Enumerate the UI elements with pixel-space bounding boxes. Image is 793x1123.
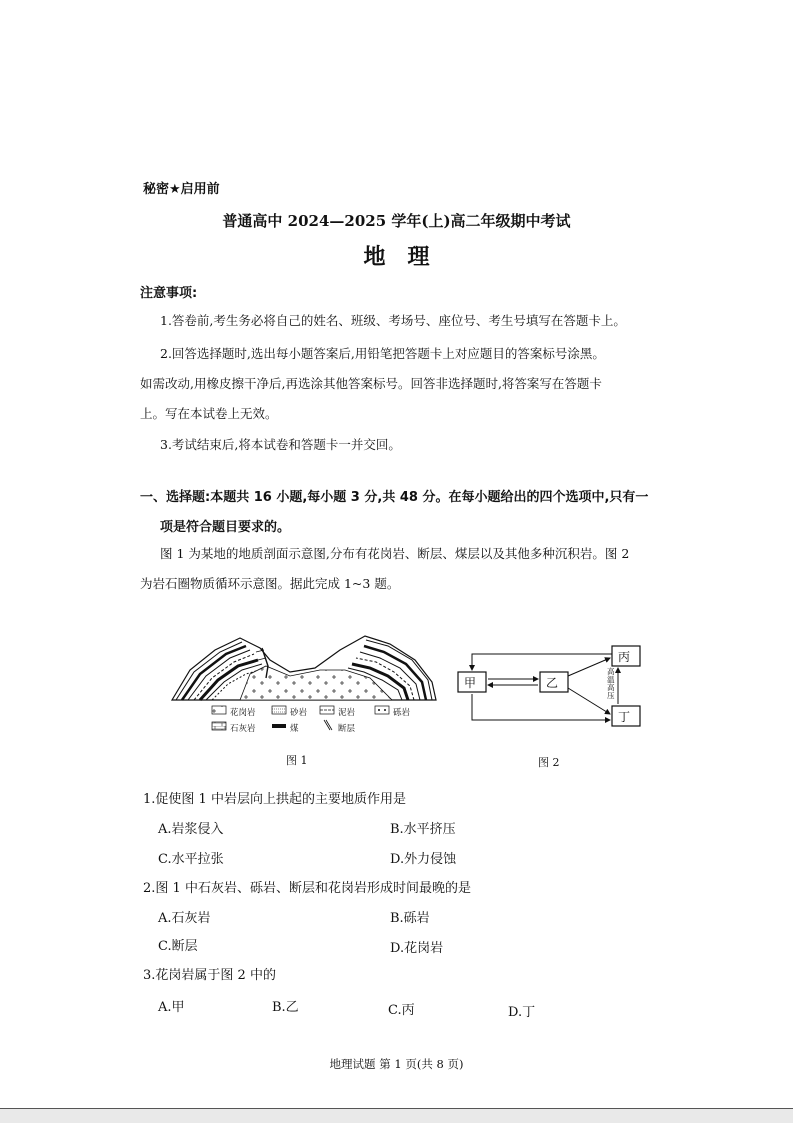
- page-footer: 地理试题 第 1 页(共 8 页): [329, 1057, 464, 1071]
- subject-title: 地理: [363, 244, 452, 270]
- question-2-stem: 2.图 1 中石灰岩、砾岩、断层和花岗岩形成时间最晚的是: [143, 881, 471, 896]
- notice-item-2-line-3: 上。写在本试卷上无效。: [140, 406, 278, 421]
- question-2-option-b[interactable]: B.砾岩: [390, 911, 430, 926]
- notice-item-2-line-1: 2.回答选择题时,选出每小题答案后,用铅笔把答题卡上对应题目的答案标号涂黑。: [160, 346, 605, 361]
- figure-1-cross-section: [170, 630, 440, 738]
- question-3-option-a[interactable]: A.甲: [158, 1000, 185, 1015]
- section-intro-line-2: 为岩石圈物质循环示意图。据此完成 1~3 题。: [140, 576, 400, 591]
- figure-2-caption: 图 2: [538, 756, 560, 769]
- legend-granite: 花岗岩: [230, 708, 256, 718]
- section-heading-line-1: 一、选择题:本题共 16 小题,每小题 3 分,共 48 分。在每小题给出的四个选项中,只有一: [140, 490, 649, 505]
- notice-item-3: 3.考试结束后,将本试卷和答题卡一并交回。: [160, 437, 401, 452]
- section-intro-line-1: 图 1 为某地的地质剖面示意图,分布有花岗岩、断层、煤层以及其他多种沉积岩。图 2: [160, 546, 630, 561]
- legend-fault: 断层: [338, 724, 356, 734]
- secret-label: 秘密★启用前: [143, 182, 220, 197]
- question-3-option-b[interactable]: B.乙: [272, 1000, 299, 1015]
- notice-item-1: 1.答卷前,考生务必将自己的姓名、班级、考场号、座位号、考生号填写在答题卡上。: [160, 313, 626, 328]
- notice-heading: 注意事项:: [140, 286, 198, 301]
- rock-box-yi: 乙: [546, 676, 559, 690]
- exam-title: 普通高中 2024—2025 学年(上)高二年级期中考试: [222, 212, 571, 230]
- figure-1-caption: 图 1: [286, 754, 308, 767]
- rock-box-bing: 丙: [618, 650, 631, 664]
- section-heading-line-2: 项是符合题目要求的。: [160, 520, 291, 535]
- legend-sandstone: 砂岩: [290, 708, 308, 718]
- question-1-option-a[interactable]: A.岩浆侵入: [158, 822, 224, 837]
- rock-box-jia: 甲: [464, 676, 477, 690]
- question-3-option-c[interactable]: C.丙: [388, 1003, 415, 1018]
- arrow-label-high-temp-pressure: 高温高压: [607, 667, 615, 700]
- legend-conglomerate: 砾岩: [393, 708, 411, 718]
- question-2-option-d[interactable]: D.花岗岩: [390, 941, 444, 956]
- question-1-option-d[interactable]: D.外力侵蚀: [390, 852, 457, 867]
- legend-mudstone: 泥岩: [338, 708, 356, 718]
- legend-limestone: 石灰岩: [230, 724, 256, 734]
- question-2-option-c[interactable]: C.断层: [158, 939, 198, 954]
- rock-box-ding: 丁: [618, 710, 631, 724]
- legend-coal: 煤: [290, 724, 299, 734]
- question-3-stem: 3.花岗岩属于图 2 中的: [143, 968, 276, 983]
- notice-item-2-line-2: 如需改动,用橡皮擦干净后,再选涂其他答案标号。回答非选择题时,将答案写在答题卡: [140, 376, 602, 391]
- question-2-option-a[interactable]: A.石灰岩: [158, 911, 211, 926]
- question-1-option-b[interactable]: B.水平挤压: [390, 822, 456, 837]
- question-1-stem: 1.促使图 1 中岩层向上拱起的主要地质作用是: [143, 792, 406, 807]
- question-1-option-c[interactable]: C.水平拉张: [158, 852, 224, 867]
- question-3-option-d[interactable]: D.丁: [508, 1005, 536, 1020]
- bottom-edge: [0, 1108, 793, 1123]
